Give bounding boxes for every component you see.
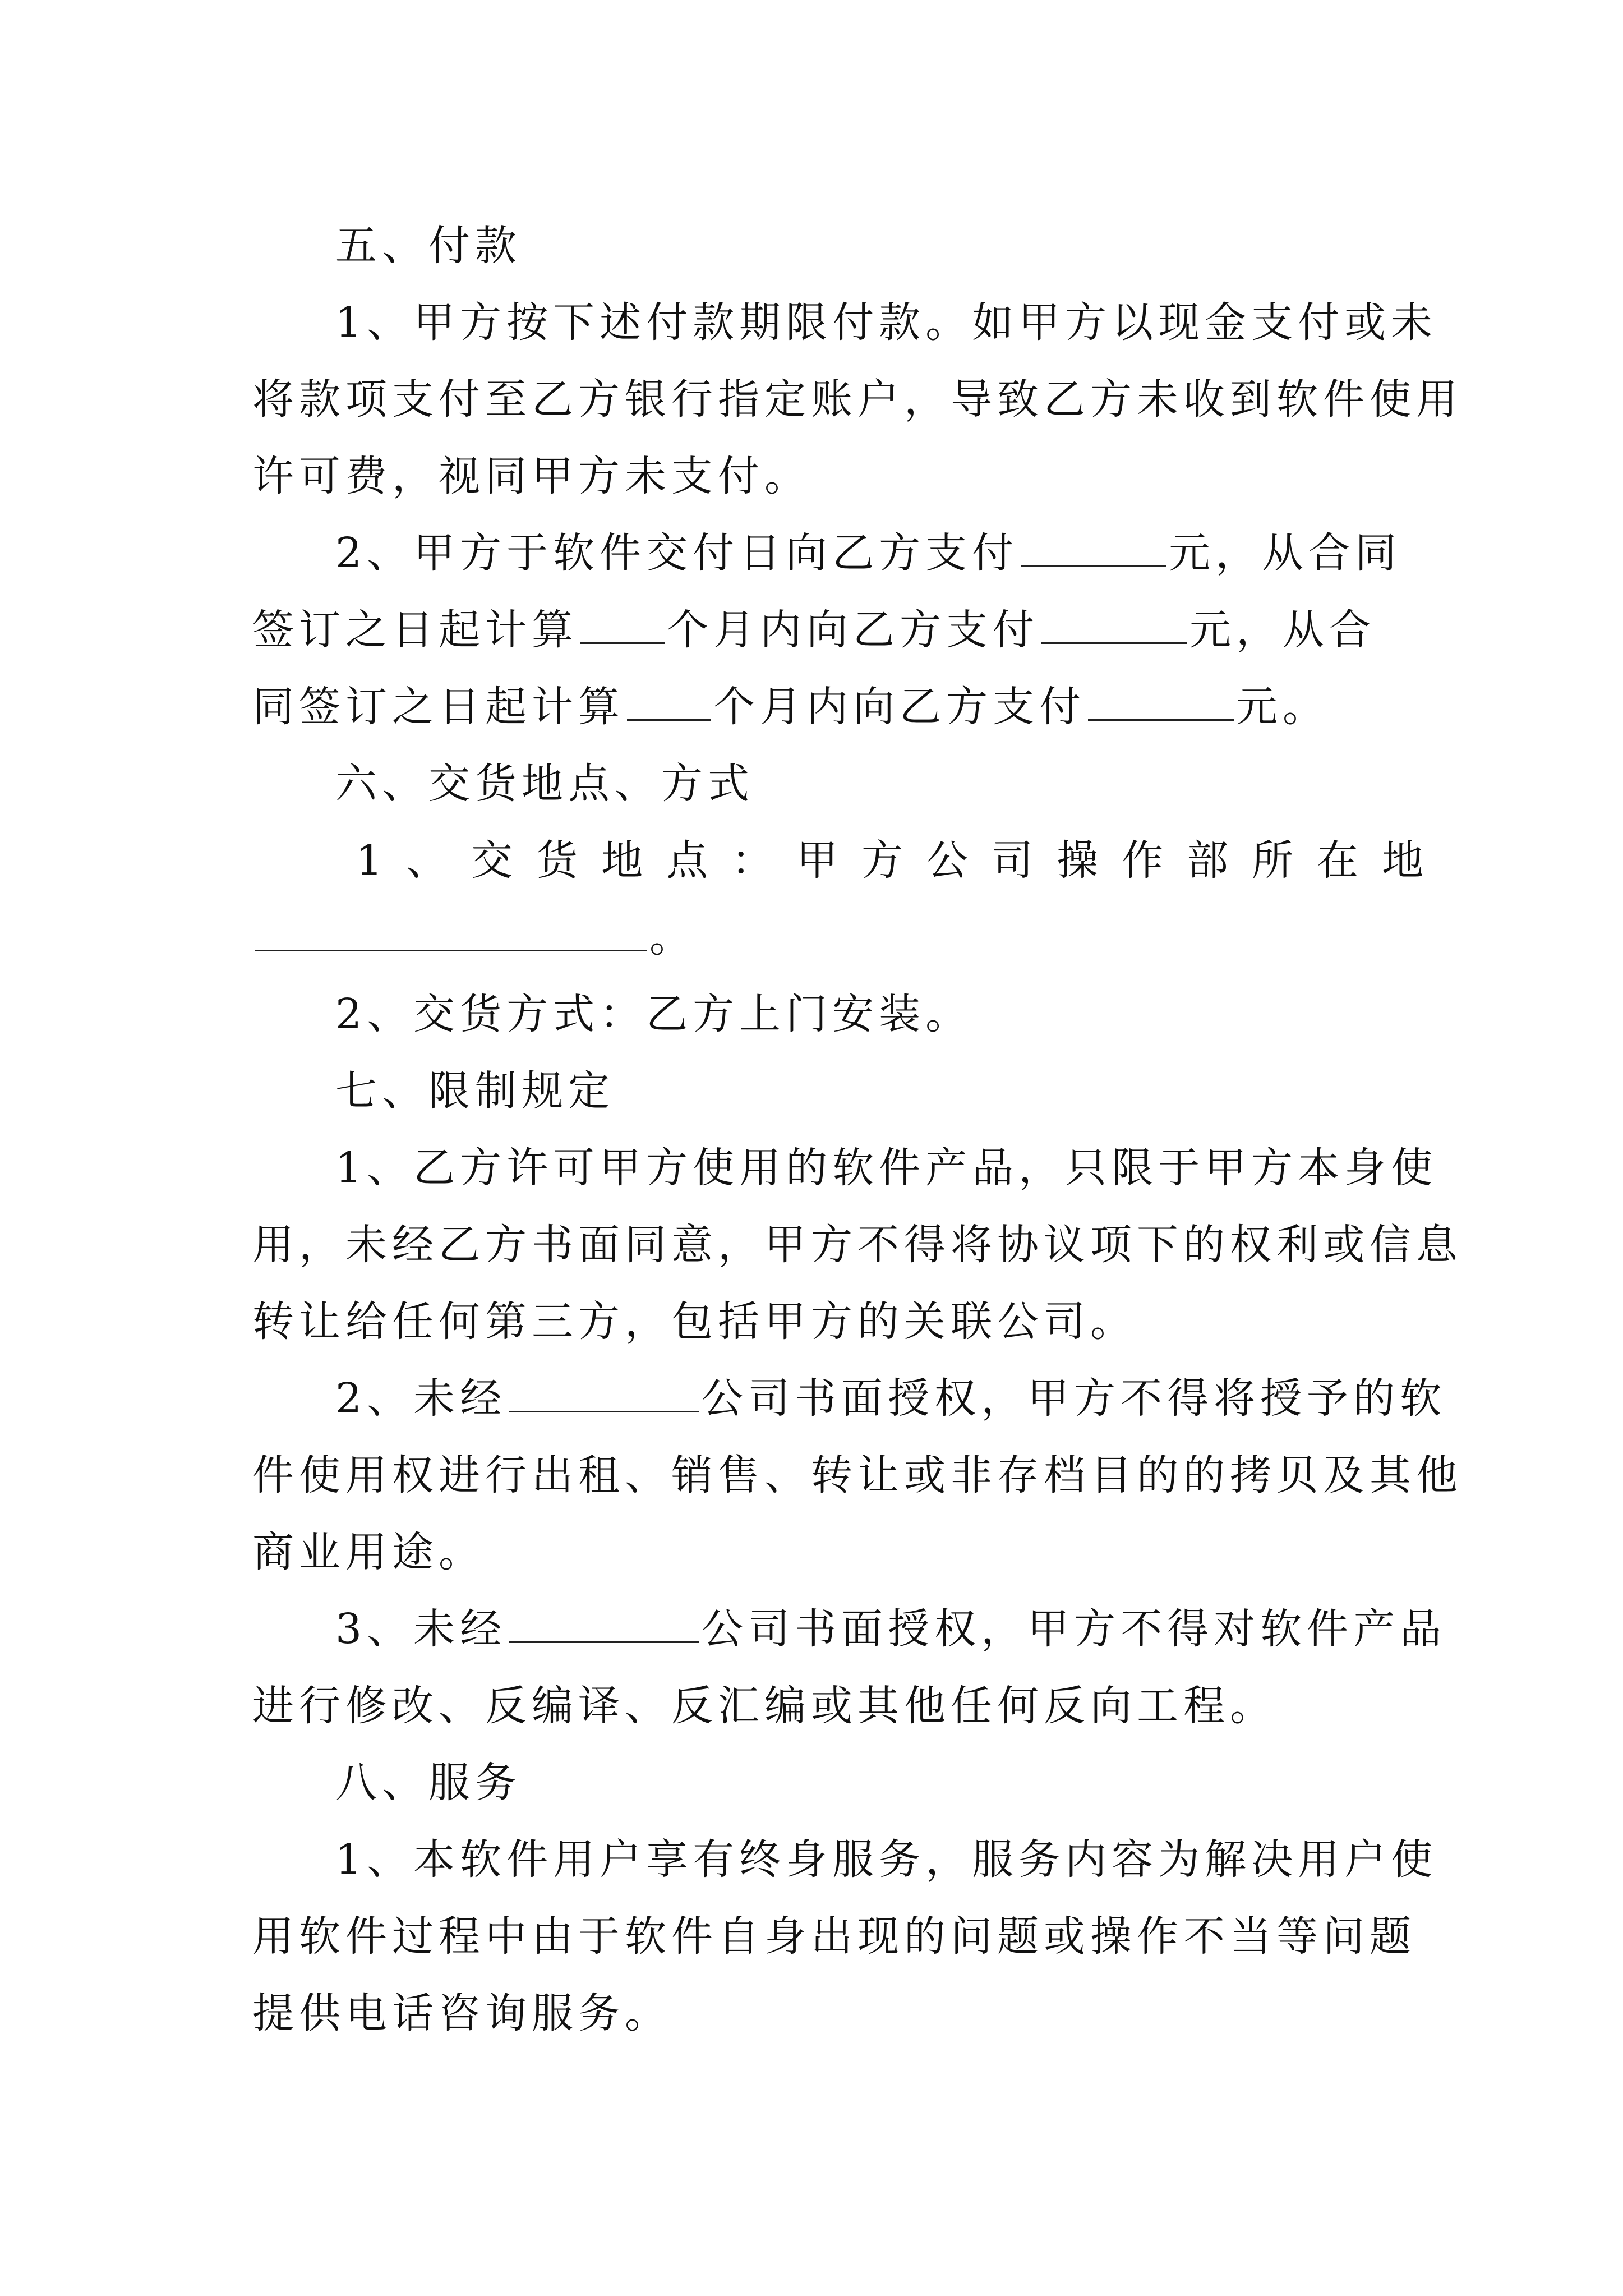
paragraph-line: 进行修改、反编译、反汇编或其他任何反向工程。	[252, 1682, 1276, 1730]
section-heading: 八、服务	[335, 1759, 522, 1807]
paragraph-line: 用，未经乙方书面同意，甲方不得将协议项下的权利或信息	[252, 1221, 1463, 1269]
paragraph-line: 将款项支付至乙方银行指定账户，导致乙方未收到软件使用	[252, 375, 1463, 424]
blank-company	[509, 1376, 699, 1412]
paragraph-line: 1、交货地点：甲方公司操作部所在地	[356, 836, 1447, 885]
paragraph-line: 3、未经 公司书面授权，甲方不得对软件产品	[335, 1605, 1447, 1653]
blank-months	[627, 684, 711, 721]
document-body	[252, 208, 1463, 2052]
paragraph-line: 许可费，视同甲方未支付。	[252, 452, 811, 500]
blank-amount	[1021, 531, 1166, 567]
blank-company	[509, 1607, 699, 1643]
paragraph-line: 转让给任何第三方，包括甲方的关联公司。	[252, 1297, 1137, 1346]
paragraph-line: 签订之日起计算 个月内向乙方支付 元，从合	[252, 606, 1376, 654]
section-heading: 五、付款	[335, 222, 522, 270]
paragraph-line: 1、乙方许可甲方使用的软件产品，只限于甲方本身使	[335, 1144, 1438, 1192]
section-heading: 六、交货地点、方式	[335, 760, 754, 808]
paragraph-line: 1、本软件用户享有终身服务，服务内容为解决用户使	[335, 1835, 1438, 1884]
section-heading: 七、限制规定	[335, 1067, 615, 1115]
paragraph-line: 1、甲方按下述付款期限付款。如甲方以现金支付或未	[335, 298, 1438, 347]
paragraph-line: 2、未经 公司书面授权，甲方不得将授予的软	[335, 1374, 1447, 1423]
paragraph-line: 同签订之日起计算 个月内向乙方支付 元。	[252, 683, 1329, 731]
paragraph-line: 。	[252, 899, 1385, 976]
blank-months	[580, 608, 665, 644]
paragraph-line: 用软件过程中由于软件自身出现的问题或操作不当等问题	[252, 1912, 1416, 1961]
paragraph-line: 2、交货方式：乙方上门安装。	[335, 990, 972, 1038]
blank-amount	[1041, 608, 1187, 644]
paragraph-line: 2、甲方于软件交付日向乙方支付 元，从合同	[335, 529, 1402, 577]
blank-location	[255, 915, 647, 951]
blank-amount	[1088, 684, 1234, 721]
paragraph-line: 提供电话咨询服务。	[252, 1989, 671, 2037]
paragraph-line: 件使用权进行出租、销售、转让或非存档目的的拷贝及其他	[252, 1451, 1463, 1499]
paragraph-line: 商业用途。	[252, 1528, 485, 1576]
